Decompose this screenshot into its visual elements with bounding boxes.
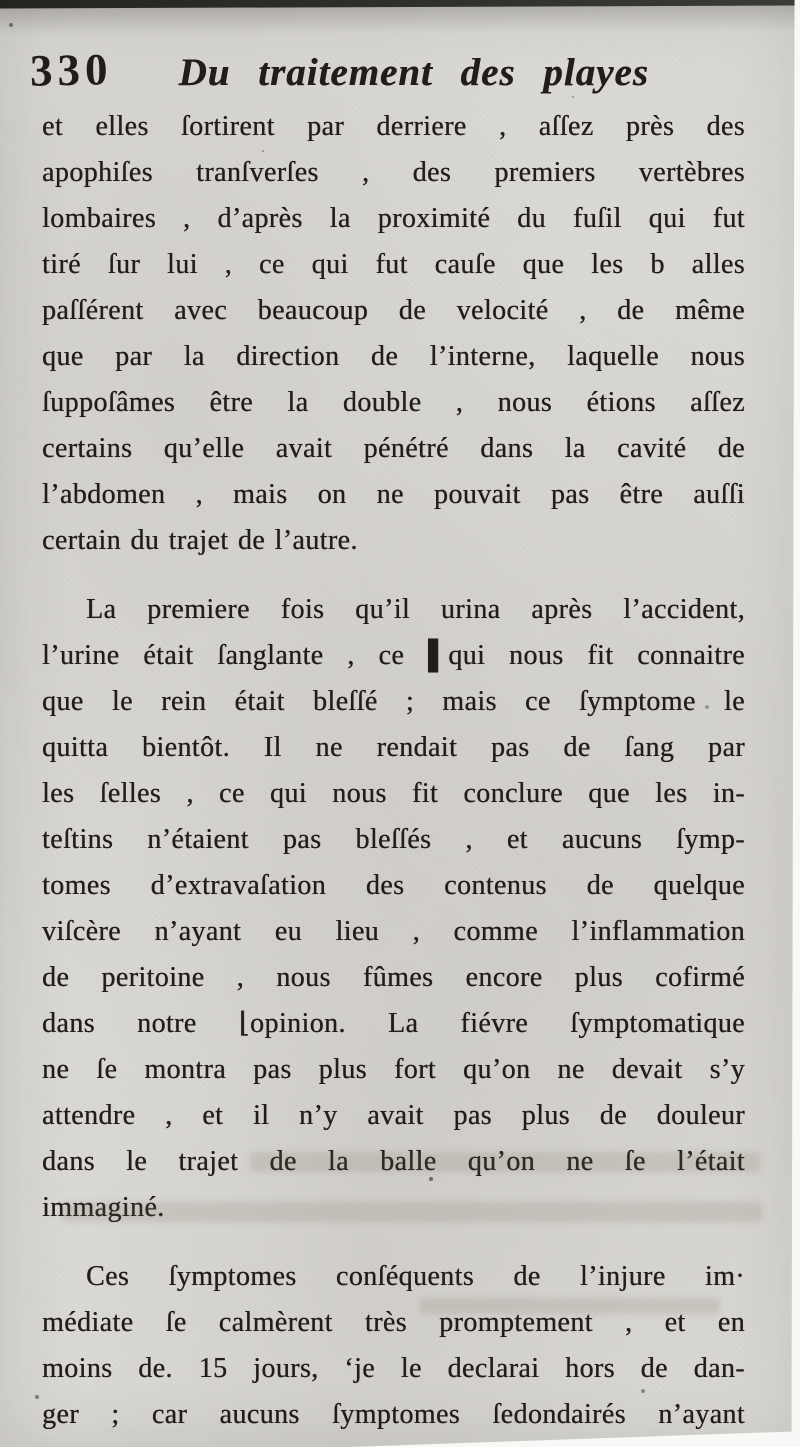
paragraph bbox=[42, 587, 745, 1231]
text-line: ger ; car aucuns ſymptomes ſedondairés n’ayant bbox=[42, 1399, 745, 1430]
text-line: tiré ſur lui , ce qui fut cauſe que les b alles bbox=[42, 249, 745, 280]
text-line: paſſérent avec beaucoup de velocité , de même bbox=[42, 295, 745, 326]
paragraph bbox=[42, 104, 745, 564]
text-line: attendre , et il n’y avait pas plus de douleur bbox=[42, 1100, 745, 1131]
text-line: certain du trajet de l’autre. bbox=[42, 525, 358, 556]
text-line: La premiere fois qu’il urina après l’accident, bbox=[86, 594, 745, 625]
text-line: certains qu’elle avait pénétré dans la cavité de bbox=[42, 433, 745, 464]
text-line: ſuppoſâmes être la double , nous étions aſſez bbox=[42, 387, 745, 418]
page-text bbox=[0, 104, 800, 1438]
text-line: viſcère n’ayant eu lieu , comme l’inflammation bbox=[42, 916, 745, 947]
text-line: quitta bientôt. Il ne rendait pas de ſang par bbox=[42, 732, 745, 763]
text-line: teſtins n’étaient pas bleſſés , et aucuns ſymp- bbox=[42, 824, 745, 855]
page-number: 330 bbox=[29, 44, 113, 96]
page-header bbox=[0, 0, 800, 100]
text-line: que par la direction de l’interne, laquelle nous bbox=[42, 341, 745, 372]
text-line: les ſelles , ce qui nous fit conclure que les in- bbox=[42, 778, 745, 809]
text-line: apophiſes tranſverſes , des premiers vertèbres bbox=[42, 157, 745, 188]
text-line: médiate ſe calmèrent très promptement , et en bbox=[42, 1307, 745, 1338]
text-line: moins de. 15 jours, ‘je le declarai hors de dan- bbox=[42, 1353, 745, 1384]
ink-specks bbox=[0, 0, 2, 2]
paragraph bbox=[42, 1254, 745, 1438]
text-line: ne ſe montra pas plus fort qu’on ne devait s’y bbox=[42, 1054, 745, 1085]
text-line: Ces ſymptomes conſéquents de l’injure im· bbox=[86, 1261, 745, 1292]
text-line: de peritoine , nous fûmes encore plus cofirmé bbox=[42, 962, 745, 993]
text-line: que le rein était bleſſé ; mais ce ſymptome le bbox=[42, 686, 745, 717]
text-line: et elles ſortirent par derriere , aſſez près des bbox=[42, 111, 745, 142]
text-line: dans le trajet de la balle qu’on ne ſe l’était bbox=[42, 1146, 745, 1177]
running-title: Du traitement des playes bbox=[178, 51, 649, 94]
text-line: tomes d’extravaſation des contenus de quelque bbox=[42, 870, 745, 901]
text-line: l’urine était ſanglante , ce ▌qui nous fit connaitre bbox=[42, 640, 745, 671]
text-line: immaginé. bbox=[42, 1192, 165, 1223]
text-line: dans notre ⌊opinion. La fiévre ſymptomatique bbox=[42, 1008, 745, 1039]
text-line: l’abdomen , mais on ne pouvait pas être auſſi bbox=[42, 479, 745, 510]
text-line: lombaires , d’après la proximité du fuſil qui fut bbox=[42, 203, 745, 234]
